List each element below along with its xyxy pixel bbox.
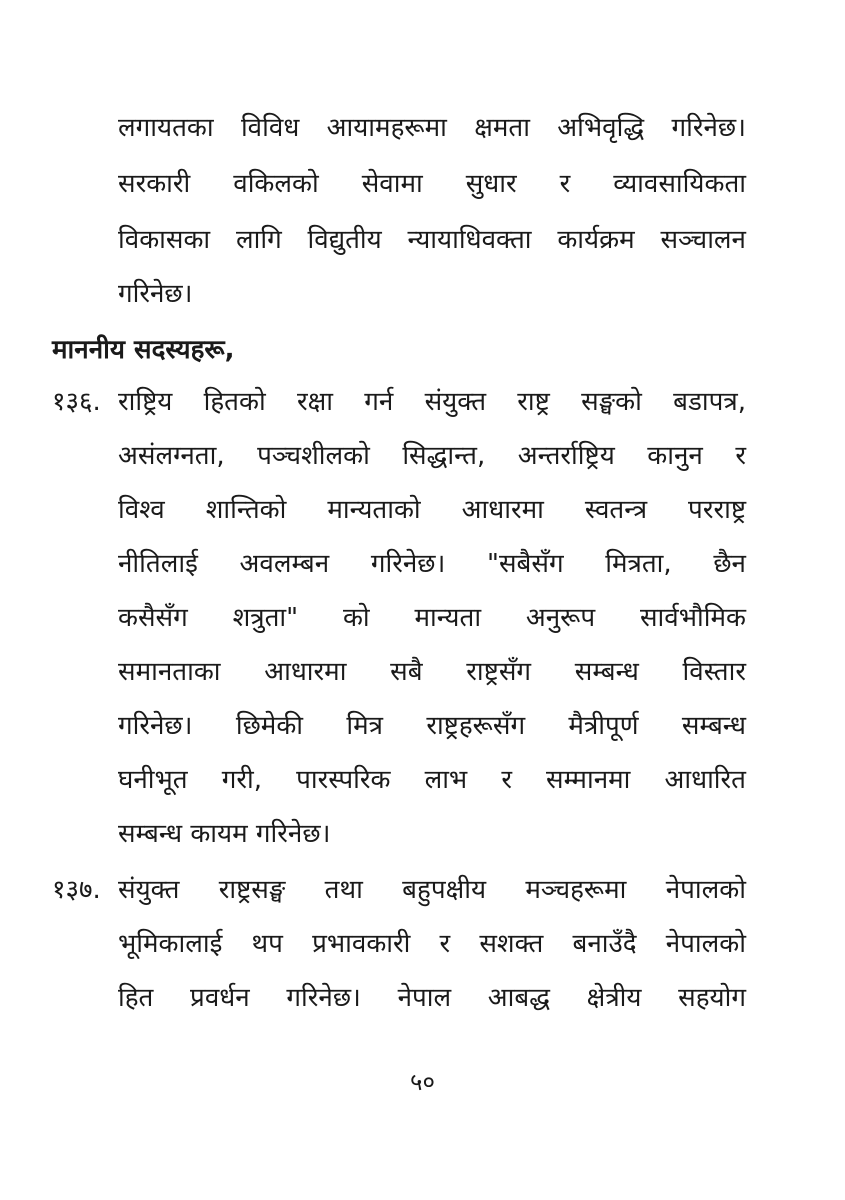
para-136-number: १३६. bbox=[52, 387, 101, 417]
intro-line-1: लगायतका विविध आयामहरूमा क्षमता अभिवृद्धि गरिनेछ। bbox=[118, 113, 746, 143]
para-136-line-9: सम्बन्ध कायम गरिनेछ। bbox=[118, 819, 331, 849]
intro-line-2: सरकारी वकिलको सेवामा सुधार र व्यावसायिकता bbox=[118, 169, 746, 199]
para-136-line-3: विश्व शान्तिको मान्यताको आधारमा स्वतन्त्र परराष्ट्र bbox=[118, 495, 746, 525]
para-136-line-4: नीतिलाई अवलम्बन गरिनेछ। "सबैसँग मित्रता, छैन bbox=[118, 549, 746, 579]
para-137-line-2: भूमिकालाई थप प्रभावकारी र सशक्त बनाउँदै नेपालको bbox=[118, 929, 746, 959]
para-136-line-2: असंलग्नता, पञ्चशीलको सिद्धान्त, अन्तर्राष्ट्रिय कानुन र bbox=[118, 441, 746, 471]
para-137-number: १३७. bbox=[52, 875, 101, 905]
para-137-line-1: संयुक्त राष्ट्रसङ्घ तथा बहुपक्षीय मञ्चहरूमा नेपालको bbox=[118, 875, 746, 905]
para-136-line-7: गरिनेछ। छिमेकी मित्र राष्ट्रहरूसँग मैत्रीपूर्ण सम्बन्ध bbox=[118, 711, 746, 741]
para-136-line-1: राष्ट्रिय हितको रक्षा गर्न संयुक्त राष्ट्र सङ्घको बडापत्र, bbox=[118, 387, 746, 417]
page-number: ५० bbox=[410, 1068, 435, 1096]
section-heading: माननीय सदस्यहरू, bbox=[52, 335, 235, 365]
para-136-line-6: समानताका आधारमा सबै राष्ट्रसँग सम्बन्ध विस्तार bbox=[118, 657, 746, 687]
intro-line-3: विकासका लागि विद्युतीय न्यायाधिवक्ता कार्यक्रम सञ्चालन bbox=[118, 225, 746, 255]
intro-line-4: गरिनेछ। bbox=[118, 279, 193, 309]
para-136-line-8: घनीभूत गरी, पारस्परिक लाभ र सम्मानमा आधारित bbox=[118, 765, 746, 795]
para-136-line-5: कसैसँग शत्रुता" को मान्यता अनुरूप सार्वभौमिक bbox=[118, 603, 746, 633]
para-137-line-3: हित प्रवर्धन गरिनेछ। नेपाल आबद्ध क्षेत्रीय सहयोग bbox=[118, 983, 746, 1013]
